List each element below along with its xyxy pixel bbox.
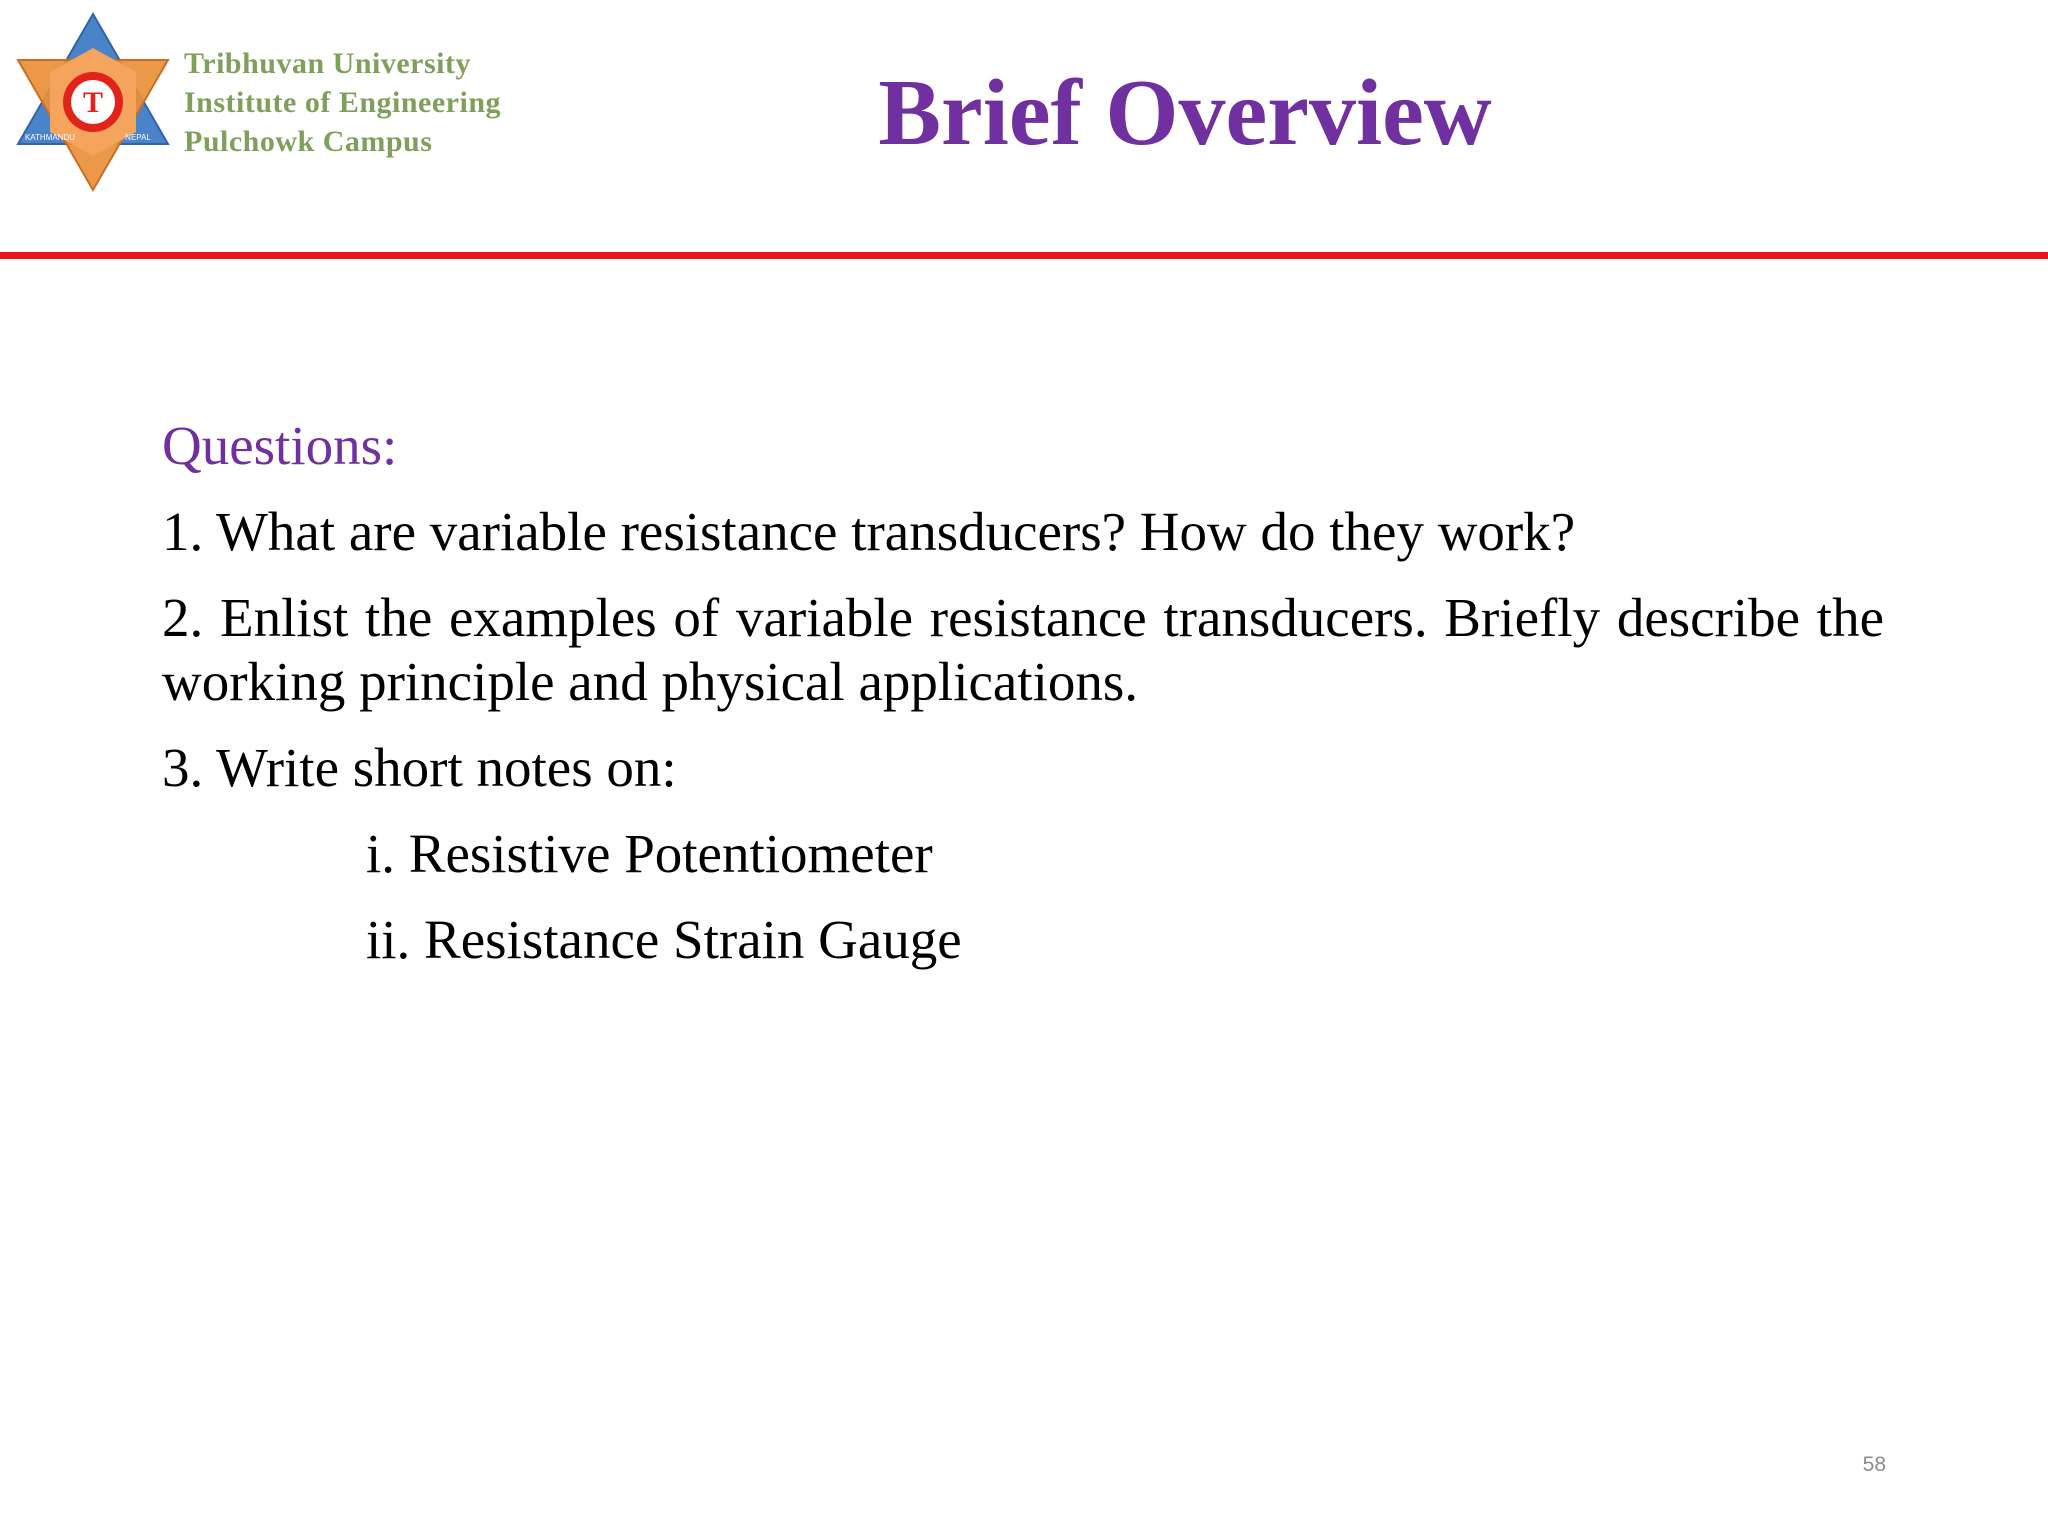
institution-line-university: Tribhuvan University xyxy=(184,47,471,80)
question-subitem-i: i. Resistive Potentiometer xyxy=(366,823,933,884)
questions-heading: Questions: xyxy=(162,415,398,476)
institution-logo xyxy=(8,8,608,198)
institution-line-campus: Pulchowk Campus xyxy=(184,125,433,158)
slide-body xyxy=(162,414,1884,994)
emblem-letter: T xyxy=(82,86,104,119)
question-item-1: 1. What are variable resistance transducers? How do they work? xyxy=(162,501,1576,562)
question-item-3: 3. Write short notes on: xyxy=(162,737,677,798)
header-divider xyxy=(0,252,2048,259)
emblem-city-text: KATHMANDU xyxy=(24,133,76,142)
institution-line-institute: Institute of Engineering xyxy=(184,86,502,119)
institution-name xyxy=(184,44,501,161)
slide-title: Brief Overview xyxy=(878,61,1492,165)
emblem-country-text: NEPAL xyxy=(125,133,151,142)
page-number: 58 xyxy=(1862,1453,1886,1476)
question-item-2: 2. Enlist the examples of variable resistance transducers. Briefly describe the working principle and physical applications. xyxy=(162,587,1884,712)
tu-emblem-icon xyxy=(8,8,178,198)
question-subitem-ii: ii. Resistance Strain Gauge xyxy=(366,909,962,970)
